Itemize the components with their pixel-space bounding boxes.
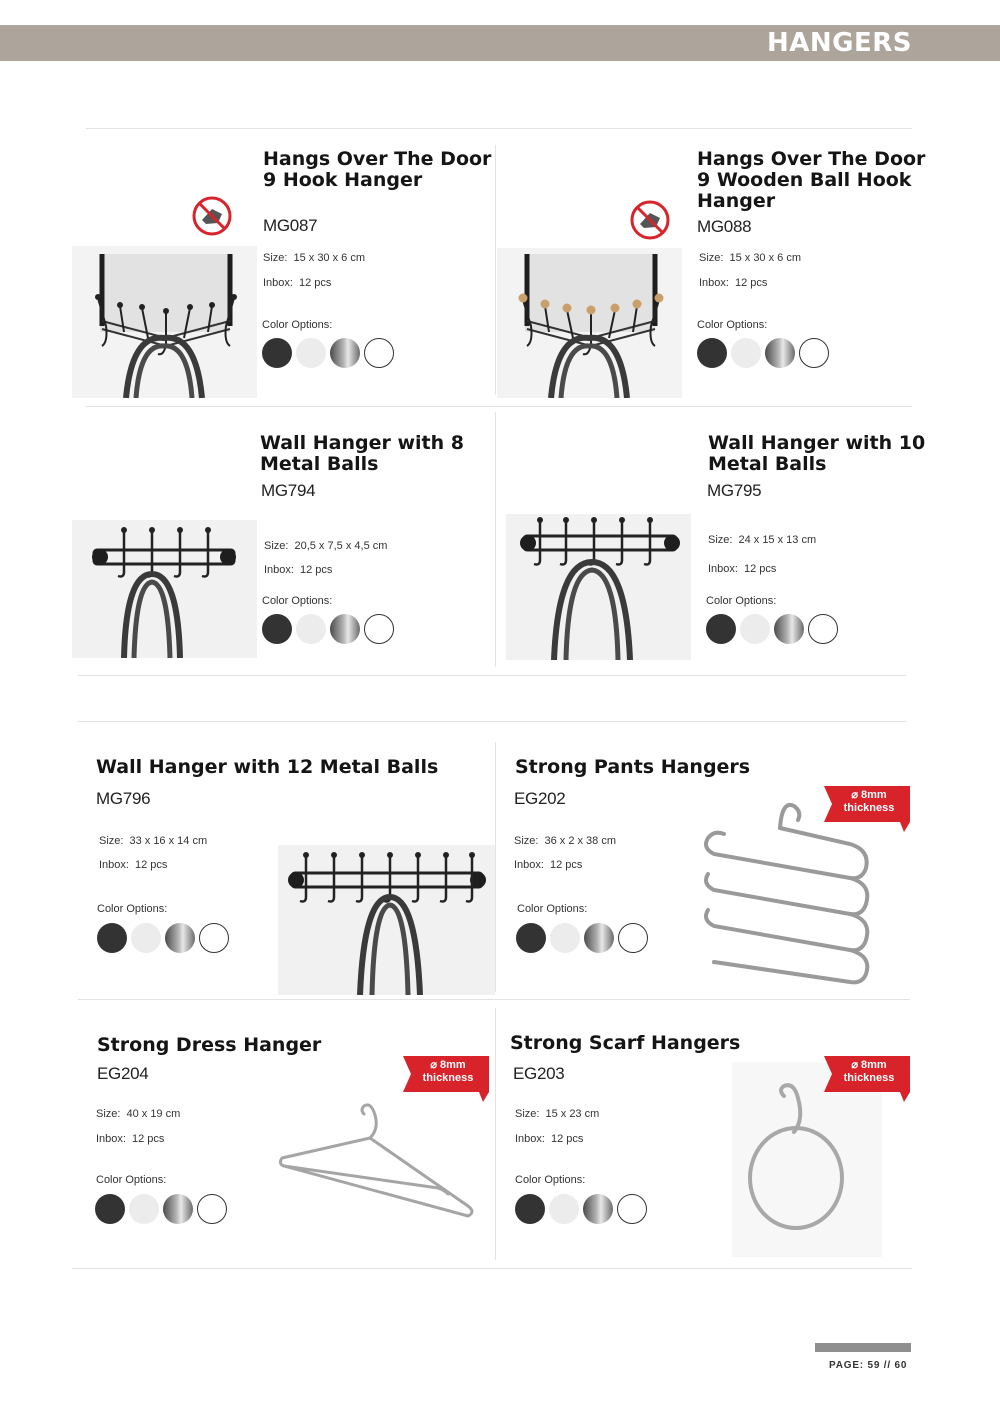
swatch-white: [129, 1194, 159, 1224]
swatch-clear: [618, 923, 648, 953]
divider: [495, 742, 496, 992]
product-image-wooden-ball-hanger: [497, 248, 682, 398]
size-spec: Size: 20,5 x 7,5 x 4,5 cm: [264, 540, 388, 552]
thickness-badge-text: ⌀ 8mm thickness: [843, 789, 895, 814]
color-swatches: [516, 923, 652, 955]
divider: [495, 412, 496, 667]
swatch-black: [262, 338, 292, 368]
swatch-black: [516, 923, 546, 953]
product-title: Hangs Over The Door 9 Wooden Ball Hook Hanger: [697, 148, 926, 212]
color-swatches: [515, 1194, 651, 1226]
swatch-white: [740, 614, 770, 644]
inbox-spec: Inbox: 12 pcs: [96, 1133, 165, 1145]
inbox-spec: Inbox: 12 pcs: [264, 564, 333, 576]
product-code: EG202: [514, 789, 566, 808]
swatch-white: [296, 338, 326, 368]
swatch-clear: [364, 338, 394, 368]
color-swatches: [97, 923, 233, 955]
product-image-wall-hanger-8: [72, 520, 257, 658]
product-image-wall-hanger-12: [278, 845, 495, 995]
swatch-chrome: [330, 338, 360, 368]
swatch-clear: [364, 614, 394, 644]
color-options-label: Color Options:: [262, 595, 333, 607]
swatch-black: [262, 614, 292, 644]
product-code: MG794: [261, 481, 316, 500]
swatch-white: [549, 1194, 579, 1224]
product-code: EG204: [97, 1064, 149, 1083]
product-title: Wall Hanger with 10 Metal Balls: [708, 432, 926, 475]
color-swatches: [262, 338, 398, 370]
swatch-black: [515, 1194, 545, 1224]
swatch-white: [731, 338, 761, 368]
swatch-chrome: [583, 1194, 613, 1224]
inbox-spec: Inbox: 12 pcs: [514, 859, 583, 871]
swatch-chrome: [163, 1194, 193, 1224]
swatch-chrome: [165, 923, 195, 953]
header-bar: [0, 25, 1000, 61]
color-options-label: Color Options:: [517, 903, 588, 915]
divider: [78, 999, 910, 1000]
swatch-clear: [617, 1194, 647, 1224]
swatch-white: [550, 923, 580, 953]
size-spec: Size: 15 x 23 cm: [515, 1108, 600, 1120]
size-spec: Size: 36 x 2 x 38 cm: [514, 835, 617, 847]
swatch-black: [706, 614, 736, 644]
product-image-dress-hanger: [278, 1098, 478, 1228]
no-drill-icon: [628, 198, 672, 242]
color-swatches: [95, 1194, 231, 1226]
size-spec: Size: 33 x 16 x 14 cm: [99, 835, 208, 847]
swatch-black: [697, 338, 727, 368]
size-spec: Size: 15 x 30 x 6 cm: [699, 252, 802, 264]
divider: [72, 1268, 912, 1269]
inbox-spec: Inbox: 12 pcs: [99, 859, 168, 871]
inbox-spec: Inbox: 12 pcs: [515, 1133, 584, 1145]
footer-bar: [815, 1343, 911, 1352]
swatch-clear: [808, 614, 838, 644]
swatch-clear: [199, 923, 229, 953]
thickness-badge-text: ⌀ 8mm thickness: [843, 1059, 895, 1084]
color-swatches: [262, 614, 398, 646]
product-code: EG203: [513, 1064, 565, 1083]
inbox-spec: Inbox: 12 pcs: [263, 277, 332, 289]
color-options-label: Color Options:: [96, 1174, 167, 1186]
divider: [78, 721, 906, 722]
no-drill-icon: [190, 194, 234, 238]
product-title: Strong Scarf Hangers: [510, 1032, 741, 1054]
thickness-badge-text: ⌀ 8mm thickness: [422, 1059, 474, 1084]
color-options-label: Color Options:: [515, 1174, 586, 1186]
inbox-spec: Inbox: 12 pcs: [699, 277, 768, 289]
size-spec: Size: 40 x 19 cm: [96, 1108, 181, 1120]
color-swatches: [697, 338, 833, 370]
swatch-chrome: [584, 923, 614, 953]
page-number: PAGE: 59 // 60: [829, 1360, 908, 1371]
size-spec: Size: 24 x 15 x 13 cm: [708, 534, 817, 546]
divider: [86, 406, 912, 407]
product-title: Strong Pants Hangers: [515, 756, 751, 778]
swatch-chrome: [765, 338, 795, 368]
swatch-clear: [799, 338, 829, 368]
product-image-wall-hanger-10: [506, 514, 691, 660]
divider: [495, 145, 496, 395]
product-title: Wall Hanger with 12 Metal Balls: [96, 756, 439, 778]
product-code: MG087: [263, 216, 318, 235]
page-title: HANGERS: [767, 28, 912, 58]
swatch-clear: [197, 1194, 227, 1224]
swatch-white: [131, 923, 161, 953]
color-swatches: [706, 614, 842, 646]
divider: [86, 128, 912, 129]
inbox-spec: Inbox: 12 pcs: [708, 563, 777, 575]
color-options-label: Color Options:: [262, 319, 333, 331]
color-options-label: Color Options:: [706, 595, 777, 607]
swatch-black: [95, 1194, 125, 1224]
size-spec: Size: 15 x 30 x 6 cm: [263, 252, 366, 264]
product-code: MG088: [697, 217, 752, 236]
product-image-over-door-hanger: [72, 246, 257, 398]
swatch-black: [97, 923, 127, 953]
product-title: Wall Hanger with 8 Metal Balls: [260, 432, 464, 475]
product-code: MG795: [707, 481, 762, 500]
swatch-white: [296, 614, 326, 644]
color-options-label: Color Options:: [97, 903, 168, 915]
swatch-chrome: [330, 614, 360, 644]
product-title: Hangs Over The Door 9 Hook Hanger: [263, 148, 492, 191]
color-options-label: Color Options:: [697, 319, 768, 331]
divider: [78, 675, 906, 676]
product-title: Strong Dress Hanger: [97, 1034, 322, 1056]
divider: [495, 1008, 496, 1260]
swatch-chrome: [774, 614, 804, 644]
product-code: MG796: [96, 789, 151, 808]
